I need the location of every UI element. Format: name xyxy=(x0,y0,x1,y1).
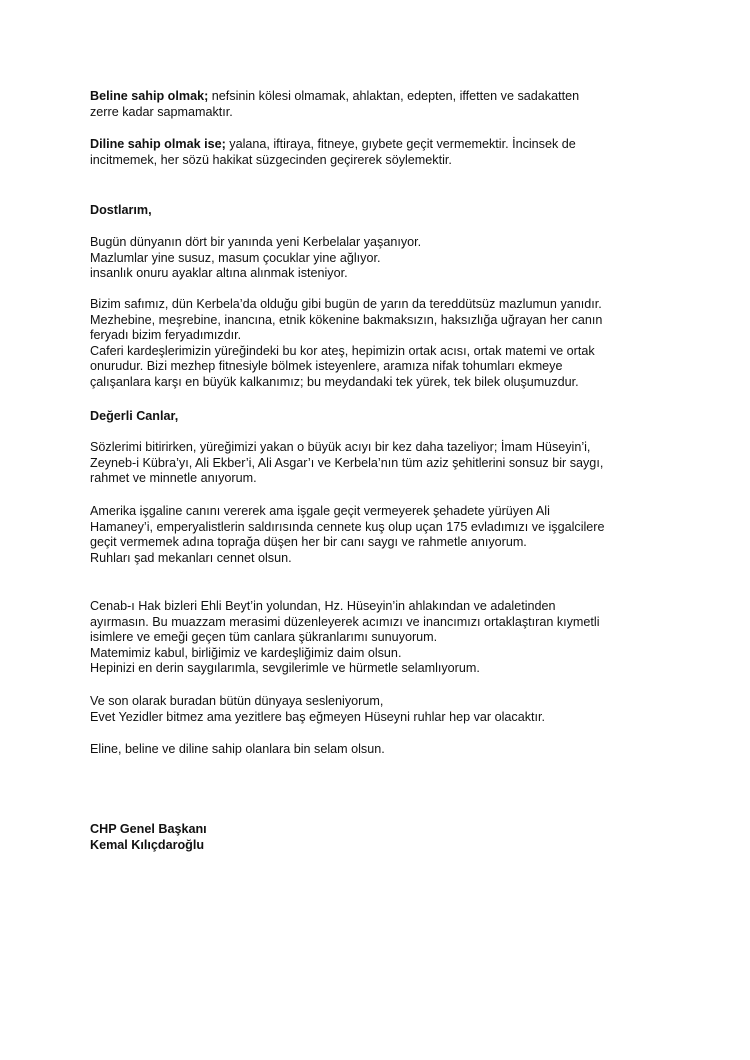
paragraph-line: zerre kadar sapmamaktır. xyxy=(90,104,233,119)
paragraph-beline xyxy=(90,89,670,120)
paragraph-line xyxy=(90,137,670,153)
paragraph-bin-selam: Eline, beline ve diline sahip olanlara bin selam olsun. xyxy=(90,742,385,756)
paragraph-line: geçit vermemek adına toprağa düşen her bir canı saygı ve rahmetle anıyorum. xyxy=(90,535,527,550)
paragraph-line: Evet Yezidler bitmez ama yezitlere baş eğmeyen Hüseyni ruhlar hep var olacaktır. xyxy=(90,709,546,724)
paragraph-line: Sözlerimi bitirirken, yüreğimizi yakan o büyük acıyı bir kez daha tazeliyor; İmam Hüseyin’i, xyxy=(90,440,591,454)
paragraph-line: rahmet ve minnetle anıyorum. xyxy=(90,471,257,486)
paragraph-line: Caferi kardeşlerimizin yüreğindeki bu kor ateş, hepimizin ortak acısı, ortak matemi ve ortak xyxy=(90,343,595,358)
paragraph-line: Hamaney’i, emperyalistlerin saldırısında cennete kuş olup uçan 175 evladımızı ve işgalcilere xyxy=(90,519,605,534)
paragraph-line: Cenab-ı Hak bizleri Ehli Beyt’in yolundan, Hz. Hüseyin’in ahlakından ve adaletinden xyxy=(90,599,556,613)
bold-lead: Diline sahip olmak ise; xyxy=(90,137,226,151)
paragraph-line: Ve son olarak buradan bütün dünyaya sesleniyorum, xyxy=(90,694,384,708)
paragraph-line: incitmemek, her sözü hakikat süzgecinden geçirerek söylemektir. xyxy=(90,152,452,167)
paragraph-line: Ruhları şad mekanları cennet olsun. xyxy=(90,550,292,565)
paragraph-line: feryadı bizim feryadımızdır. xyxy=(90,328,242,343)
signature-block xyxy=(90,822,670,853)
paragraph-line: Mezhebine, meşrebine, inancına, etnik kökenine bakmaksızın, haksızlığa uğrayan her canın xyxy=(90,312,603,327)
heading-degerli-canlar: Değerli Canlar, xyxy=(90,409,179,423)
paragraph-line: Bugün dünyanın dört bir yanında yeni Kerbelalar yaşanıyor. xyxy=(90,235,422,249)
signature-title: CHP Genel Başkanı xyxy=(90,822,207,836)
paragraph-line xyxy=(90,89,670,105)
lead-rest: nefsinin kölesi olmamak, ahlaktan, edepten, iffetten ve sadakatten xyxy=(208,89,580,103)
paragraph-line: Matemimiz kabul, birliğimiz ve kardeşliğimiz daim olsun. xyxy=(90,645,402,660)
paragraph-line: ayırmasın. Bu muazzam merasimi düzenleyerek acımızı ve inancımızı ortaklaştıran kıymetli xyxy=(90,614,600,629)
lead-rest: yalana, iftiraya, fitneye, gıybete geçit vermemektir. İncinsek de xyxy=(225,137,576,151)
paragraph-amerika xyxy=(90,504,670,566)
paragraph-line: Amerika işgaline canını vererek ama işgale geçit vermeyerek şehadete yürüyen Ali xyxy=(90,504,550,518)
paragraph-line: Mazlumlar yine susuz, masum çocuklar yine ağlıyor. xyxy=(90,250,381,265)
paragraph-line: Zeyneb-i Kübra’yı, Ali Ekber’i, Ali Asgar’ı ve Kerbela’nın tüm aziz şehitlerini sonsuz bir saygı, xyxy=(90,455,604,470)
paragraph-diline xyxy=(90,137,670,168)
paragraph-line: insanlık onuru ayaklar altına alınmak isteniyor. xyxy=(90,266,348,281)
paragraph-line: Hepinizi en derin saygılarımla, sevgilerimle ve hürmetle selamlıyorum. xyxy=(90,661,480,676)
signature-name: Kemal Kılıçdaroğlu xyxy=(90,837,205,852)
bold-lead: Beline sahip olmak; xyxy=(90,89,209,103)
paragraph-son-olarak xyxy=(90,694,670,725)
heading-dostlarim: Dostlarım, xyxy=(90,203,152,217)
paragraph-line: çalışanlara karşı en büyük kalkanımız; bu meydandaki tek yürek, tek bilek oluşumuzdur. xyxy=(90,374,579,389)
paragraph-safimiz xyxy=(90,297,670,391)
paragraph-sozlerimi xyxy=(90,440,670,487)
paragraph-line: isimlere ve emeği geçen tüm canlara şükranlarımı sunuyorum. xyxy=(90,630,438,645)
paragraph-line: Bizim safımız, dün Kerbela’da olduğu gibi bugün de yarın da tereddütsüz mazlumun yanıdır. xyxy=(90,297,602,311)
paragraph-line: onurudur. Bizi mezhep fitnesiyle bölmek isteyenlere, aramıza nifak tohumları ekmeye xyxy=(90,359,563,374)
paragraph-cenab xyxy=(90,599,670,677)
paragraph-kerbelalar xyxy=(90,235,670,282)
